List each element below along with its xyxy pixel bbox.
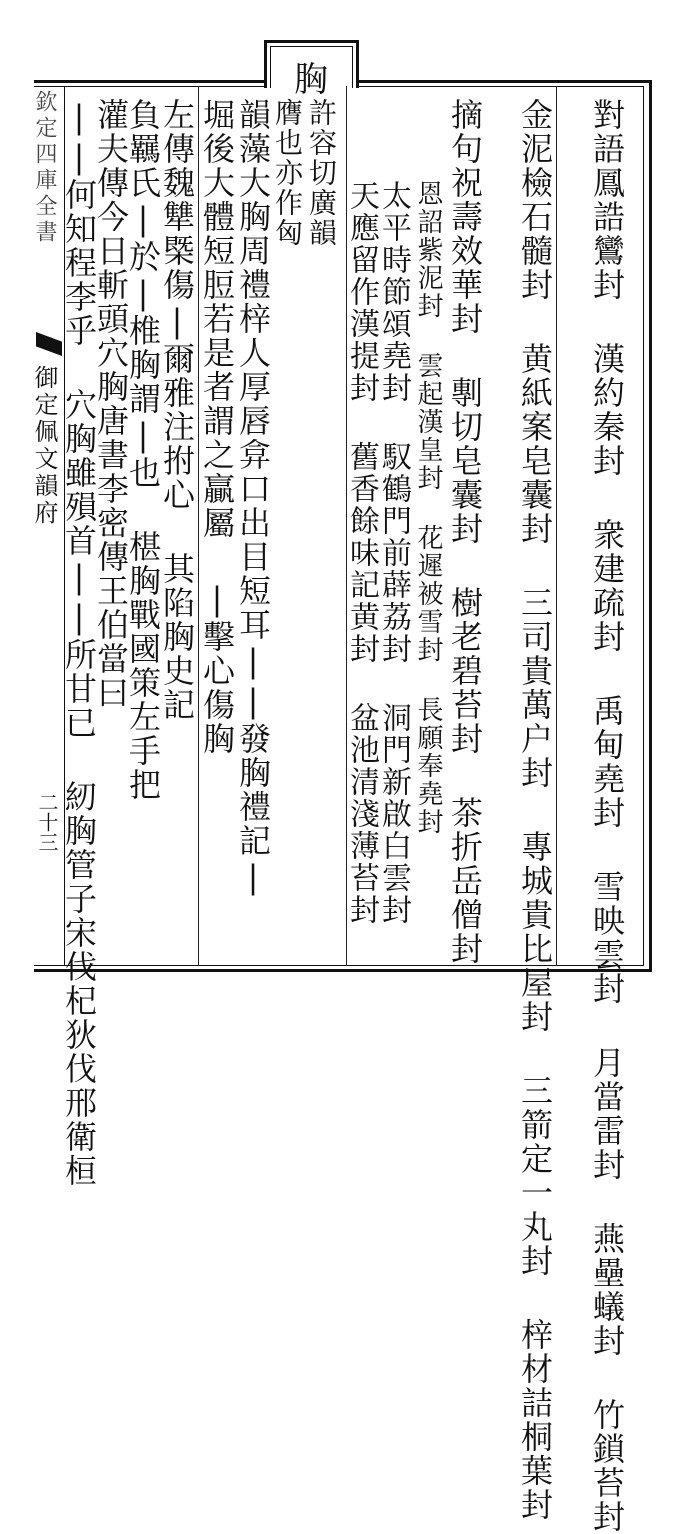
header-character: 胸 <box>272 48 350 104</box>
text-column-3: 摘句祝壽效華封 剸切皂囊封 樹老碧苔封 茶折岳僧封 <box>446 98 484 966</box>
text-column-10: 堀後大體短脰若是者謂之贏屬 |擊心傷胸 <box>198 98 236 756</box>
text-column-11: 左傳魏犨㮣傷|爾雅注拊心 其陷胸史記 <box>158 98 196 722</box>
page-number: 二十三 <box>35 792 59 852</box>
text-column-4: 恩詔紫泥封 雲起漢皇封 花遲被雪封 長願奉堯封 <box>413 180 443 836</box>
text-column-8: 膺也亦作匈 <box>271 98 304 248</box>
text-column-9: 韻藻大胸周禮梓人厚唇弇口出目短耳||發胸禮記| <box>234 98 272 898</box>
column-divider <box>556 86 557 966</box>
text-column-5: 太平時節頌堯封 馭鶴門前薜荔封 洞門新啟白雲封 <box>376 180 411 926</box>
text-column-1: 對語鳳誥鸞封 漢約秦封 衆建疏封 禹甸堯封 雪映雲封 月當雷封 燕壘蟻封 竹鎖苔封 <box>588 98 626 1534</box>
text-column-7: 許容切廣韻 <box>305 98 338 248</box>
text-column-12: 負羈氏|於|椎胸謂|也 椹胸戰國策左手把 <box>124 98 162 802</box>
text-column-13: 灌夫傳今日斬頭穴胸唐書李密傳王伯當曰 <box>92 98 130 710</box>
text-column-14: ||何知程李乎 穴胸雖殞首||所甘已 紉胸管子宋伐杞狄伐邢衛桓 <box>60 98 98 1188</box>
margin-work-title: 御定佩文韻府 <box>30 365 58 527</box>
text-column-2: 金泥檢石髓封 黄紙案皂囊封 三司貴萬户封 專城貴比屋封 三箭定一丸封 梓材詰桐葉封 <box>516 98 554 1522</box>
text-column-6: 天應留作漢提封 舊香餘味記黄封 盆池清淺薄苔封 <box>344 180 379 926</box>
margin-book-title: 欽定四庫全書 <box>32 90 57 246</box>
